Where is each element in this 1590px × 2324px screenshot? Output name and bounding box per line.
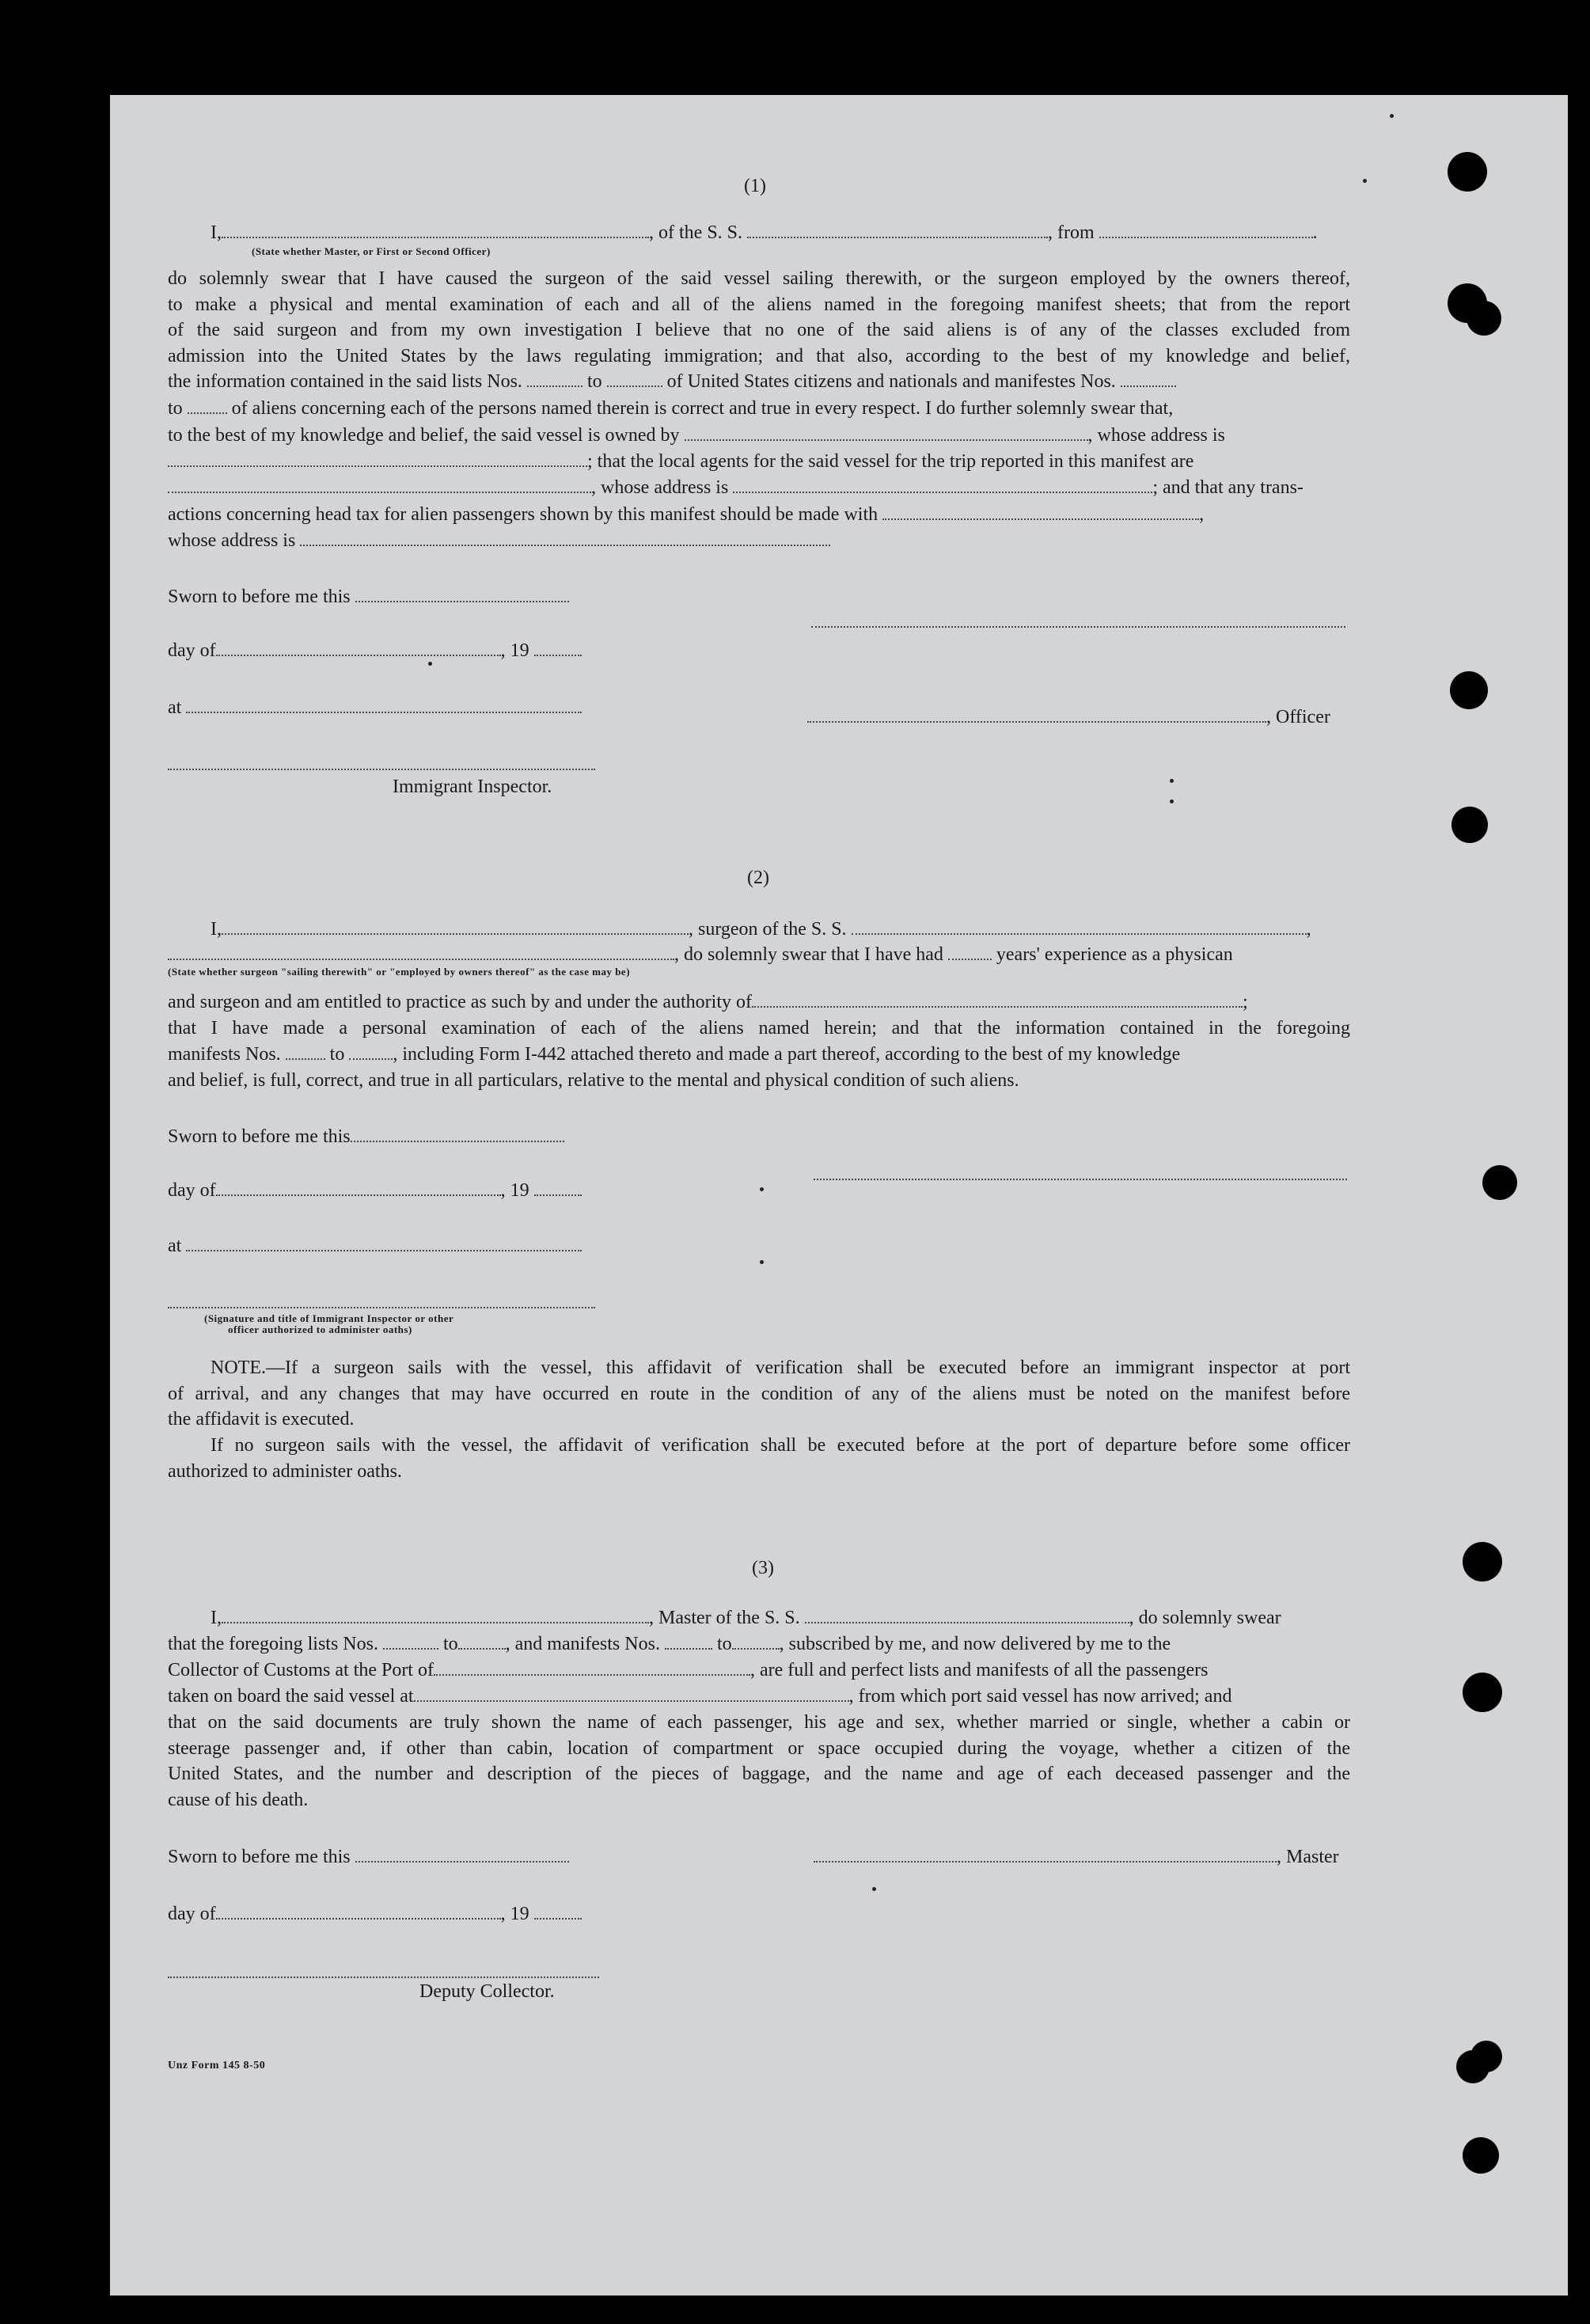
day-line: day of , 19	[168, 1901, 582, 1927]
actions-line: actions concerning head tax for alien passengers shown by this manifest should be made with ,	[168, 504, 1205, 525]
documents-paragraph: that on the said documents are truly shown the name of each passenger, his age and sex, whether married or single, whether a cabin or steerage passenger and, if other than cabin, location of compartment or space occupied during the voyage, whether a citizen of the United States, and the number and description of the pieces of baggage, and the name and age of each deceased passenger and the	[168, 1712, 1350, 1784]
day-line: day of , 19	[168, 638, 582, 663]
sworn-line: Sworn to before me this	[168, 1124, 564, 1149]
departure-port-blank[interactable]	[414, 1688, 849, 1702]
signature-note: officer authorized to administer oaths)	[228, 1323, 412, 1335]
vessel-blank[interactable]	[747, 224, 1048, 238]
lists-line: the information contained in the said lists Nos. to of United States citizens and nationals and manifestes Nos.	[168, 369, 1350, 394]
surgeon-signature-line[interactable]	[814, 1178, 1347, 1180]
state-note: (State whether Master, or First or Second Officer)	[252, 245, 491, 257]
collector-signature-line[interactable]	[168, 1976, 599, 1978]
signature-note: (Signature and title of Immigrant Inspector or other	[204, 1312, 454, 1324]
owner-blank[interactable]	[685, 427, 1088, 441]
binder-hole	[1463, 1673, 1502, 1712]
inspector-label: Immigrant Inspector.	[393, 777, 552, 797]
agents-line: ; that the local agents for the said vessel for the trip reported in this manifest are	[168, 449, 1193, 474]
officer-signature[interactable]	[807, 708, 1266, 723]
note-end: authorized to administer oaths.	[168, 1461, 402, 1482]
day-line: day of , 19	[168, 1178, 582, 1203]
binder-hole	[1450, 671, 1488, 709]
master-line: I, , Master of the S. S. , do solemnly swear	[211, 1608, 1281, 1628]
speck	[428, 662, 432, 666]
master-name-blank[interactable]	[222, 1609, 649, 1623]
section-number: (3)	[752, 1558, 774, 1578]
port-blank[interactable]	[434, 1661, 750, 1676]
signature-line[interactable]	[811, 625, 1345, 628]
inspector-signature-line[interactable]	[168, 1306, 595, 1308]
master-signature[interactable]	[814, 1848, 1277, 1863]
lists-line: that the foregoing lists Nos. to , and manifests Nos. to , subscribed by me, and now delivered by me to the	[168, 1634, 1171, 1654]
note-paragraph-2: If no surgeon sails with the vessel, the affidavit of verification shall be executed before at the port of departure before some officer	[211, 1435, 1350, 1456]
binder-hole	[1463, 1542, 1502, 1582]
speck	[872, 1887, 876, 1891]
speck	[1363, 179, 1367, 183]
authority-blank[interactable]	[752, 993, 1243, 1008]
binder-hole	[1451, 807, 1488, 843]
manifests-line: manifests Nos. to , including Form I-442 attached thereto and made a part thereof, according to the best of my knowledge	[168, 1044, 1181, 1065]
oath-paragraph: do solemnly swear that I have caused the surgeon of the said vessel sailing therewith, or the surgeon employed by the owners thereof, to make a physical and mental examination of each and all of the aliens named in the foregoing manifest sheets; that from the report of the said surgeon and from my own investigation I believe that no one of the said aliens is of any of the classes excluded from admission into the United States by the laws regulating immigration; and that also, according to the best of my knowledge and belief,	[168, 268, 1350, 366]
binder-hole	[1463, 2137, 1499, 2174]
practice-line: and surgeon and am entitled to practice as such by and under the authority of ;	[168, 992, 1248, 1012]
at-line: at	[168, 1233, 582, 1259]
examination-paragraph: that I have made a personal examination of each of the aliens named herein; and that the information contained in the foregoing	[168, 1018, 1350, 1039]
at-line: at	[168, 695, 582, 720]
surgeon-line: I, , surgeon of the S. S. ,	[211, 919, 1311, 940]
experience-line: , do solemnly swear that I have had years' experience as a physican	[168, 942, 1233, 967]
binder-hole	[1470, 2041, 1502, 2072]
master-vessel-blank[interactable]	[805, 1609, 1129, 1623]
speck	[1390, 114, 1394, 118]
speck	[760, 1187, 764, 1191]
belief-line: and belief, is full, correct, and true in all particulars, relative to the mental and physical condition of such aliens.	[168, 1070, 1019, 1091]
section-number: (2)	[747, 868, 769, 888]
name-blank[interactable]	[222, 224, 649, 238]
section-number: (1)	[744, 176, 766, 196]
owner-address-blank[interactable]	[168, 453, 587, 467]
agents-blank[interactable]	[168, 479, 591, 493]
binder-hole	[1467, 301, 1501, 336]
speck	[1170, 779, 1174, 783]
agents-address-line: , whose address is ; and that any trans-	[168, 475, 1303, 500]
master-signature-line: , Master	[814, 1844, 1339, 1870]
years-blank[interactable]	[948, 946, 992, 960]
surgeon-vessel-blank[interactable]	[852, 921, 1307, 935]
whose-line: whose address is	[168, 528, 830, 553]
speck	[1170, 799, 1174, 803]
officer-line: , Officer	[807, 704, 1330, 730]
sworn-line: Sworn to before me this	[168, 1844, 569, 1870]
surgeon-name-blank[interactable]	[222, 921, 689, 935]
form-number: Unz Form 145 8-50	[168, 2060, 266, 2071]
owned-line: to the best of my knowledge and belief, the said vessel is owned by , whose address is	[168, 425, 1225, 446]
deputy-label: Deputy Collector.	[419, 1981, 555, 2002]
agents-address-blank[interactable]	[733, 479, 1152, 493]
binder-hole	[1448, 152, 1487, 192]
taken-line: taken on board the said vessel at , from which port said vessel has now arrived; and	[168, 1686, 1232, 1707]
binder-hole	[1482, 1165, 1517, 1200]
collector-line: Collector of Customs at the Port of , are full and perfect lists and manifests of all the passengers	[168, 1660, 1209, 1680]
head-tax-blank[interactable]	[882, 506, 1199, 520]
aliens-line: to of aliens concerning each of the persons named therein is correct and true in every respect. I do further solemnly swear that,	[168, 398, 1174, 419]
from-blank[interactable]	[1099, 224, 1313, 238]
note-end: the affidavit is executed.	[168, 1409, 355, 1430]
sworn-line: Sworn to before me this	[168, 584, 569, 609]
cause-line: cause of his death.	[168, 1790, 309, 1810]
note-paragraph: NOTE.—If a surgeon sails with the vessel, this affidavit of verification shall be executed before an immigrant inspector at port of arrival, and any changes that may have occurred en route in the condition of any of the aliens must be noted on the manifest before	[168, 1358, 1350, 1404]
speck	[760, 1260, 764, 1264]
state-note: (State whether surgeon "sailing therewith" or "employed by owners thereof" as the case may be)	[168, 966, 631, 978]
inspector-signature-line[interactable]	[168, 768, 595, 770]
oath-line: I, , of the S. S. , from .	[211, 222, 1318, 243]
